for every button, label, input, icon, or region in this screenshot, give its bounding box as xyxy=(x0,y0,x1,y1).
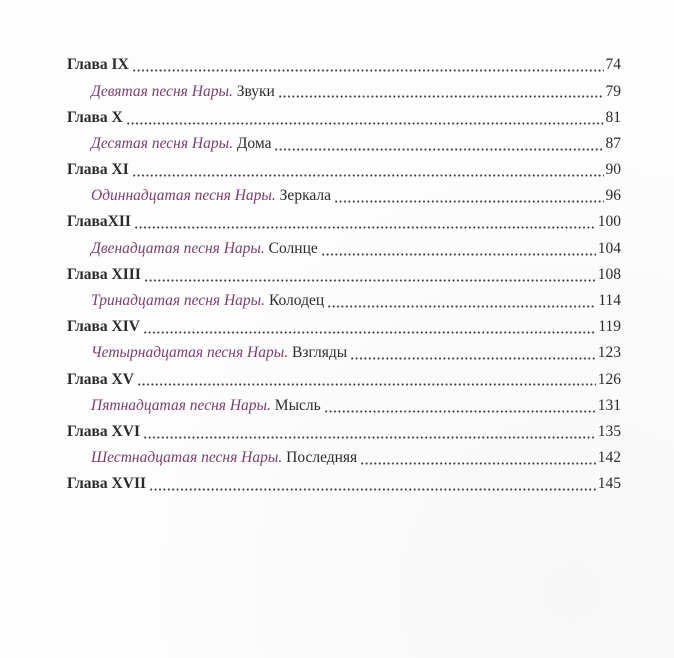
page-number: 142 xyxy=(597,449,621,467)
page-number: 135 xyxy=(597,422,621,440)
page-number: 90 xyxy=(605,161,621,179)
song-label xyxy=(91,136,273,152)
dot-leader xyxy=(132,69,604,72)
chapter-label: Глава IX xyxy=(67,56,129,74)
page-number: 104 xyxy=(597,239,621,257)
toc-entry-song-13[interactable] xyxy=(67,288,621,314)
dot-leader xyxy=(137,383,596,386)
page-number: 87 xyxy=(605,134,621,152)
song-subtitle: Взгляды xyxy=(288,344,348,362)
song-subtitle: Дома xyxy=(232,134,272,152)
toc-entry-song-9[interactable] xyxy=(67,78,621,104)
chapter-label: Глава XIV xyxy=(67,318,140,336)
page-number: 100 xyxy=(597,213,621,231)
page-number: 81 xyxy=(605,108,621,126)
page-number: 114 xyxy=(598,292,621,310)
dot-leader xyxy=(274,148,603,151)
toc-entry-song-14[interactable] xyxy=(67,340,621,366)
dot-leader xyxy=(132,174,604,177)
dot-leader xyxy=(278,95,604,98)
toc-entry-song-10[interactable] xyxy=(67,131,621,157)
page-number: 131 xyxy=(597,396,621,414)
toc-entry-chapter-13[interactable] xyxy=(67,262,621,288)
song-subtitle: Мысль xyxy=(270,396,321,414)
song-label xyxy=(91,345,349,361)
toc-entry-chapter-12[interactable] xyxy=(67,209,621,235)
toc-entry-chapter-10[interactable] xyxy=(67,104,621,130)
song-subtitle: Зеркала xyxy=(275,187,331,205)
chapter-label: Глава XV xyxy=(67,370,134,388)
dot-leader xyxy=(324,410,596,413)
chapter-label: ГлаваXII xyxy=(67,213,131,231)
song-label xyxy=(91,293,326,309)
song-subtitle: Последняя xyxy=(282,449,358,467)
toc-entry-song-12[interactable] xyxy=(67,235,621,261)
song-title: Десятая песня Нары. xyxy=(91,134,233,152)
toc-entry-chapter-14[interactable] xyxy=(67,314,621,340)
song-label xyxy=(91,450,359,466)
song-label xyxy=(91,84,277,100)
chapter-label: Глава XVI xyxy=(67,422,140,440)
dot-leader xyxy=(327,305,596,308)
dot-leader xyxy=(143,436,596,439)
dot-leader xyxy=(350,357,596,360)
song-title: Четырнадцатая песня Нары. xyxy=(91,344,289,362)
page-number: 96 xyxy=(605,187,621,205)
page-number: 119 xyxy=(598,318,621,336)
toc-entry-song-15[interactable] xyxy=(67,392,621,418)
toc-entry-chapter-11[interactable] xyxy=(67,157,621,183)
table-of-contents xyxy=(67,52,621,497)
song-title: Одиннадцатая песня Нары. xyxy=(91,187,276,205)
song-subtitle: Звуки xyxy=(232,82,275,100)
dot-leader xyxy=(144,279,596,282)
dot-leader xyxy=(143,331,596,334)
song-title: Тринадцатая песня Нары. xyxy=(91,292,266,310)
dot-leader xyxy=(321,253,596,256)
song-title: Девятая песня Нары. xyxy=(91,82,233,100)
song-label xyxy=(91,241,320,257)
page-number: 79 xyxy=(605,82,621,100)
dot-leader xyxy=(334,200,604,203)
song-subtitle: Колодец xyxy=(265,292,325,310)
song-title: Пятнадцатая песня Нары. xyxy=(91,396,271,414)
toc-entry-song-16[interactable] xyxy=(67,445,621,471)
chapter-label: Глава XIII xyxy=(67,265,141,283)
toc-entry-chapter-9[interactable] xyxy=(67,52,621,78)
page-number: 74 xyxy=(605,56,621,74)
song-title: Шестнадцатая песня Нары. xyxy=(91,449,283,467)
dot-leader xyxy=(134,226,596,229)
toc-entry-song-11[interactable] xyxy=(67,183,621,209)
chapter-label: Глава XI xyxy=(67,161,129,179)
page-number: 145 xyxy=(597,475,621,493)
song-label xyxy=(91,188,333,204)
toc-entry-chapter-17[interactable] xyxy=(67,471,621,497)
page-number: 108 xyxy=(597,265,621,283)
song-subtitle: Солнце xyxy=(264,239,318,257)
chapter-label: Глава XVII xyxy=(67,475,147,493)
dot-leader xyxy=(126,122,604,125)
dot-leader xyxy=(360,462,596,465)
chapter-label: Глава X xyxy=(67,108,123,126)
song-title: Двенадцатая песня Нары. xyxy=(91,239,265,257)
toc-entry-chapter-16[interactable] xyxy=(67,419,621,445)
toc-entry-chapter-15[interactable] xyxy=(67,366,621,392)
song-label xyxy=(91,398,323,414)
page-number: 126 xyxy=(597,370,621,388)
dot-leader xyxy=(149,488,596,491)
page-number: 123 xyxy=(597,344,621,362)
